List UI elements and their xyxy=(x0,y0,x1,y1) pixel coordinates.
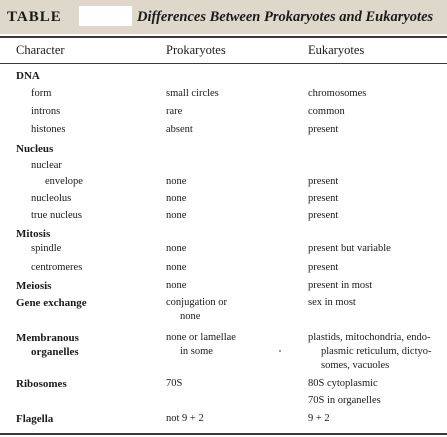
row-form-prokaryotes: small circles xyxy=(166,88,219,99)
row-ribosomes-eukaryotes-1: 80S cytoplasmic xyxy=(308,378,378,389)
row-centromeres-eukaryotes: present xyxy=(308,262,339,273)
row-gene-exchange-eukaryotes: sex in most xyxy=(308,297,356,308)
row-gene-exchange-prokaryotes-1: conjugation or xyxy=(166,297,227,308)
row-ribosomes-eukaryotes-2: 70S in organelles xyxy=(308,395,381,406)
header-prokaryotes: Prokaryotes xyxy=(166,43,226,57)
table-label: TABLE xyxy=(7,9,62,25)
title-bar xyxy=(0,0,447,34)
row-membranous-eukaryotes-2: plasmic reticulum, dictyo- xyxy=(321,346,432,357)
row-nucleolus-label: nucleolus xyxy=(31,193,72,204)
row-gene-exchange-prokaryotes-2: none xyxy=(180,311,201,322)
section-dna: DNA xyxy=(16,70,40,82)
row-histones-prokaryotes: absent xyxy=(166,124,193,135)
row-nucleolus-prokaryotes: none xyxy=(166,193,187,204)
header-rule xyxy=(0,63,447,64)
row-centromeres-prokaryotes: none xyxy=(166,262,187,273)
row-spindle-prokaryotes: none xyxy=(166,243,187,254)
row-membranous-prokaryotes-1: none or lamellae xyxy=(166,332,236,343)
row-form-eukaryotes: chromosomes xyxy=(308,88,367,99)
stray-dot xyxy=(279,350,281,352)
row-ribosomes-label: Ribosomes xyxy=(16,378,67,390)
table-title: Differences Between Prokaryotes and Eukaryotes xyxy=(137,9,434,25)
row-flagella-prokaryotes: not 9 + 2 xyxy=(166,413,204,424)
row-introns-prokaryotes: rare xyxy=(166,106,183,117)
row-meiosis-eukaryotes: present in most xyxy=(308,280,373,291)
row-form-label: form xyxy=(31,88,52,99)
row-membranous-label-2: organelles xyxy=(31,346,79,358)
row-meiosis-prokaryotes: none xyxy=(166,280,187,291)
header-eukaryotes: Eukaryotes xyxy=(308,43,365,57)
row-membranous-eukaryotes-1: plastids, mitochondria, endo- xyxy=(308,332,431,343)
row-true-nucleus-label: true nucleus xyxy=(31,210,83,221)
row-introns-label: introns xyxy=(31,106,61,117)
row-introns-eukaryotes: common xyxy=(308,106,345,117)
top-rule xyxy=(0,36,447,38)
row-ribosomes-prokaryotes: 70S xyxy=(166,378,183,389)
row-membranous-prokaryotes-2: in some xyxy=(180,346,213,357)
row-spindle-eukaryotes: present but variable xyxy=(308,243,391,254)
row-true-nucleus-prokaryotes: none xyxy=(166,210,187,221)
row-flagella-eukaryotes: 9 + 2 xyxy=(308,413,330,424)
row-nuclear-envelope-eukaryotes: present xyxy=(308,176,339,187)
row-membranous-label-1: Membranous xyxy=(16,332,79,344)
row-nucleolus-eukaryotes: present xyxy=(308,193,339,204)
header-character: Character xyxy=(16,43,65,57)
row-gene-exchange-label: Gene exchange xyxy=(16,297,87,309)
row-nuclear-envelope-prokaryotes: none xyxy=(166,176,187,187)
row-nuclear-envelope-label-1: nuclear xyxy=(31,160,62,171)
bottom-rule xyxy=(0,433,447,435)
row-nuclear-envelope-label-2: envelope xyxy=(45,176,83,187)
row-flagella-label: Flagella xyxy=(16,413,54,425)
table-number-box xyxy=(79,6,132,26)
section-nucleus: Nucleus xyxy=(16,143,54,155)
row-meiosis-label: Meiosis xyxy=(16,280,52,292)
row-centromeres-label: centromeres xyxy=(31,262,83,273)
row-histones-label: histones xyxy=(31,124,66,135)
row-spindle-label: spindle xyxy=(31,243,62,254)
row-membranous-eukaryotes-3: somes, vacuoles xyxy=(321,360,390,371)
row-histones-eukaryotes: present xyxy=(308,124,339,135)
row-true-nucleus-eukaryotes: present xyxy=(308,210,339,221)
section-mitosis: Mitosis xyxy=(16,228,51,240)
